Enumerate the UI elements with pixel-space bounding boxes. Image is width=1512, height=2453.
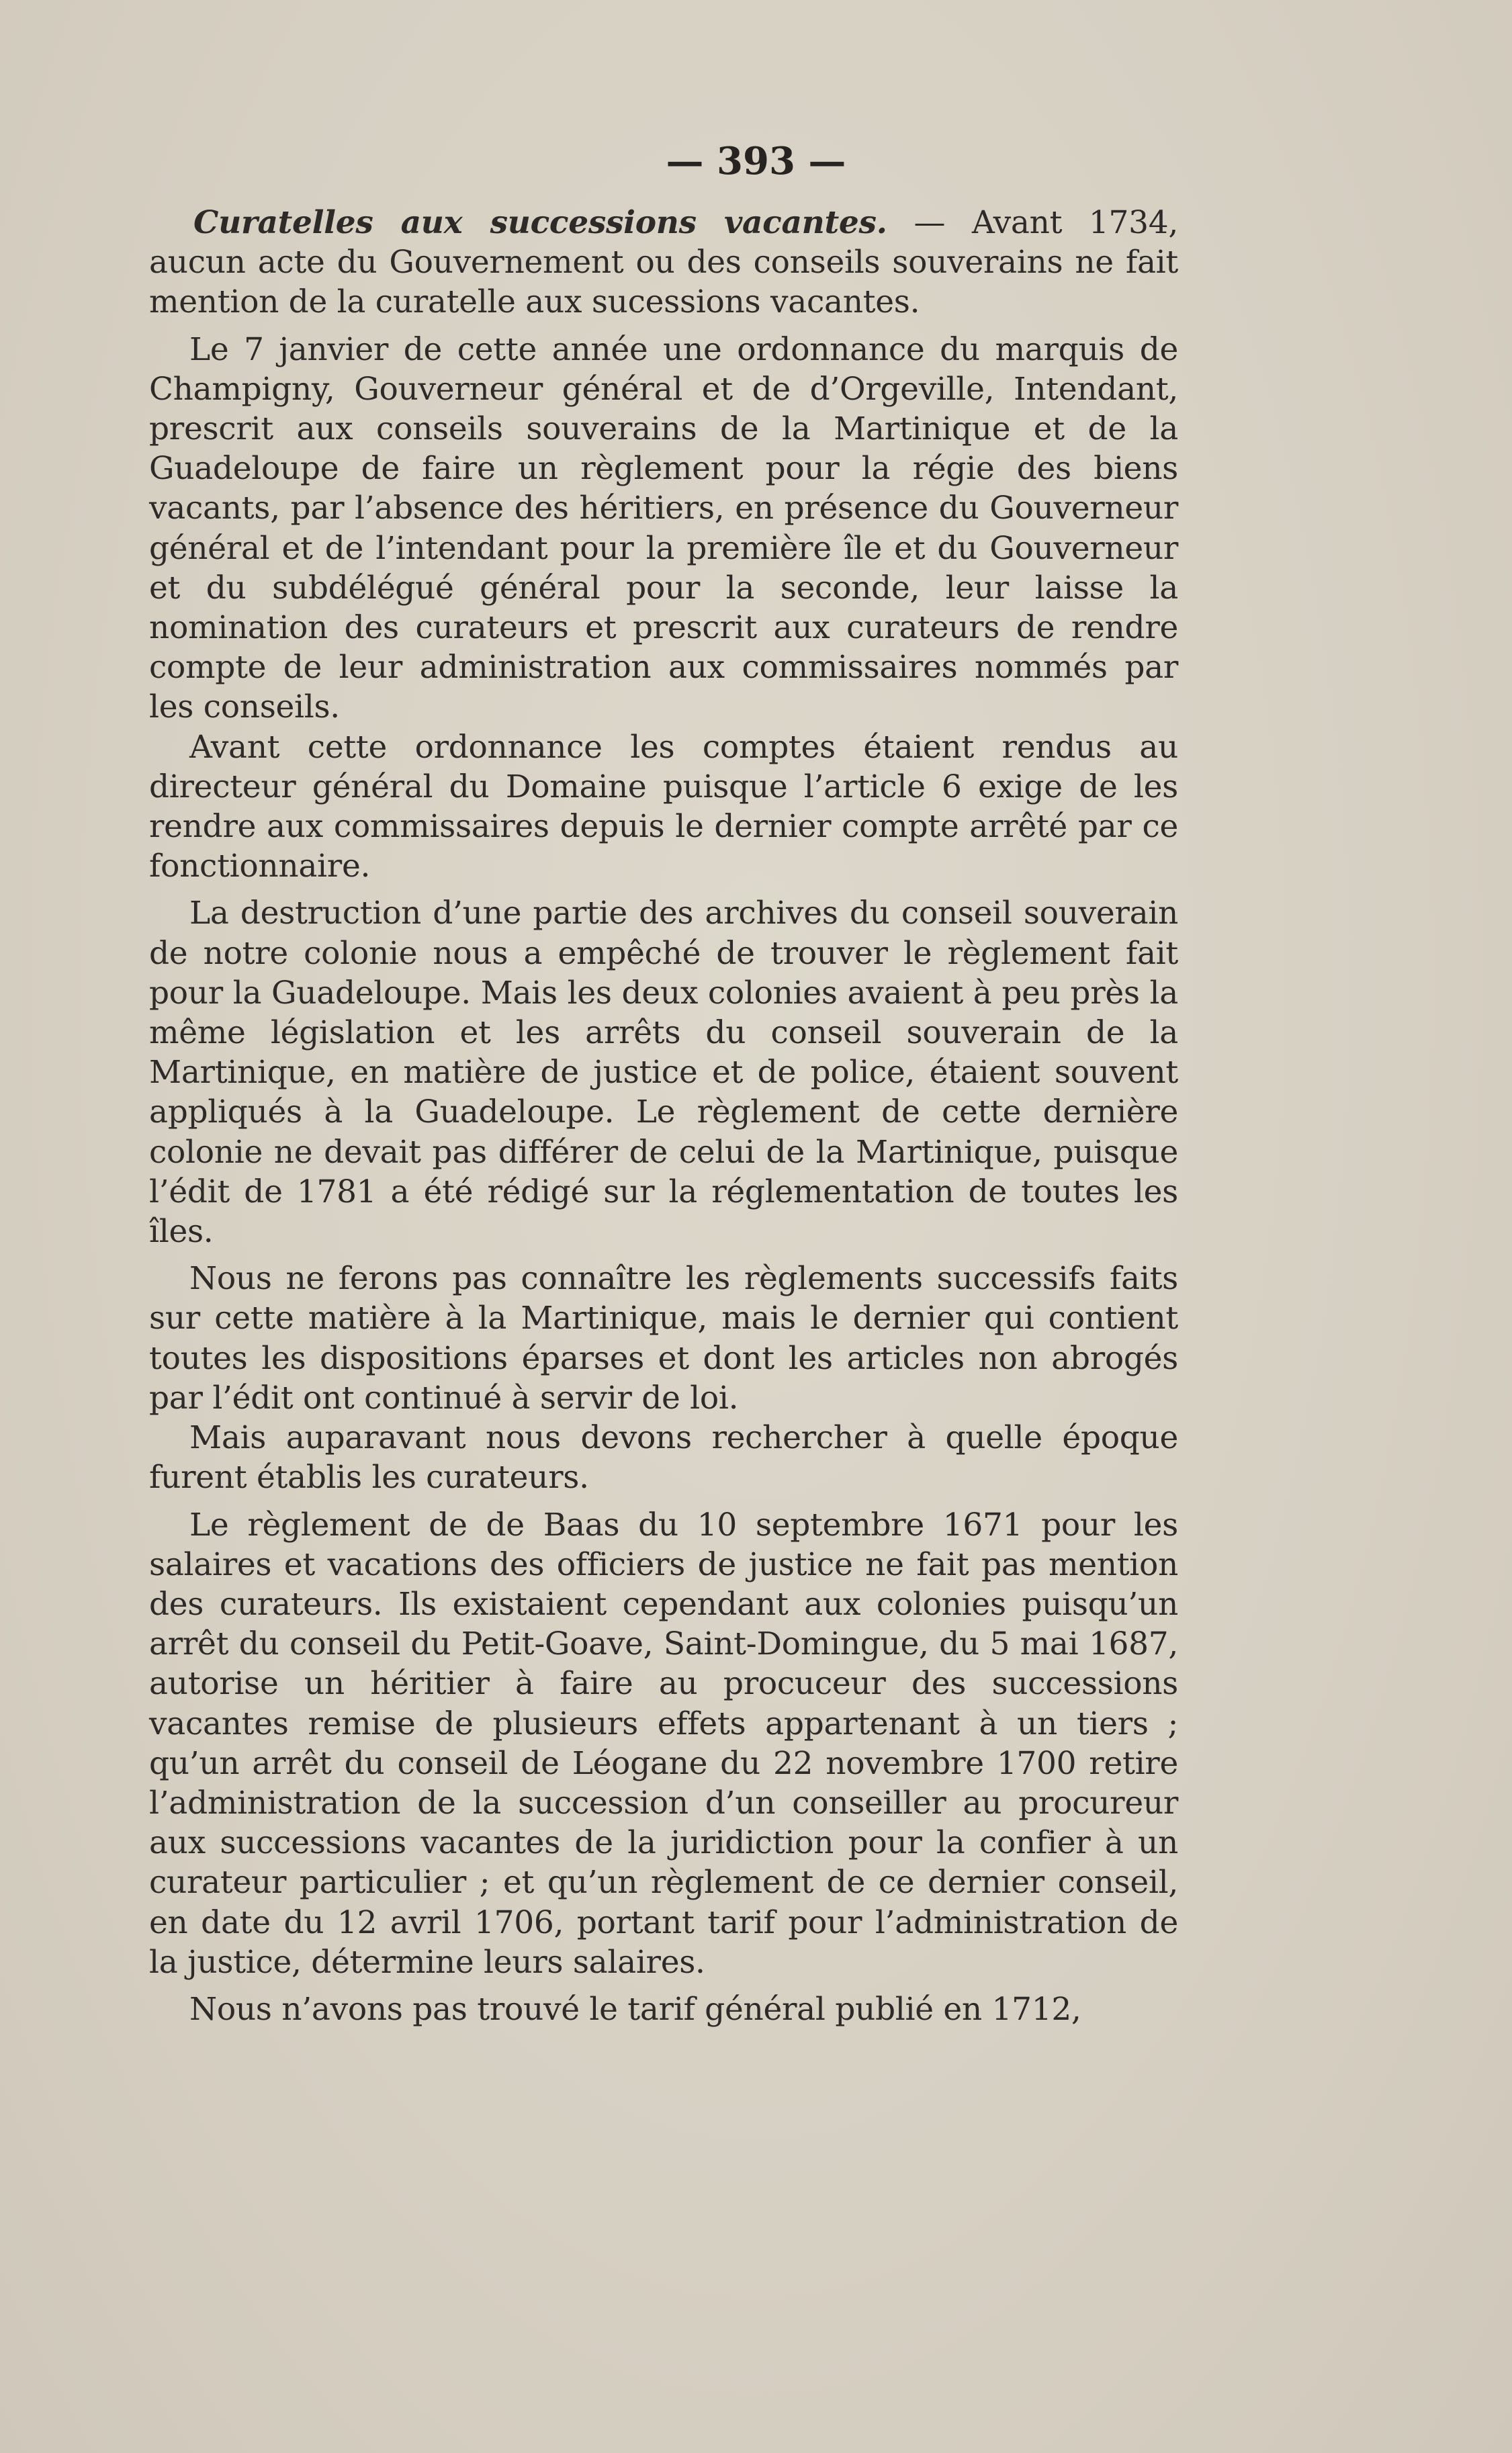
page-number: — 393 — — [666, 139, 846, 183]
section-intro: — Avant 1734, aucun acte du Gouvernement ou des conseils souverains ne fait mention de la curatelle aux sucessions vacantes. — [149, 204, 1178, 321]
paragraph-comptes: Avant cette ordonnance les comptes étaient rendus au directeur général du Domaine puisque l’article 6 exige de les rendre aux commissaires depuis le dernier compte arrêté par ce fonctionnaire. — [149, 728, 1178, 885]
paragraph-curateurs-epoque: Mais auparavant nous devons rechercher à quelle époque furent établis les curateurs. — [149, 1419, 1178, 1497]
section-title: Curatelles aux successions vacantes. — [193, 204, 887, 241]
section-heading-paragraph — [149, 203, 1178, 322]
paragraph-ordonnance-1734: Le 7 janvier de cette année une ordonnance du marquis de Champigny, Gouverneur général et de d’Orgeville, Intendant, prescrit aux conseils souverains de la Martinique et de la Guadeloupe de faire un règlement pour la régie des biens vacants, par l’absence des héritiers, en présence du Gouverneur général et de l’intendant pour la première île et du Gouverneur et du subdélégué général pour la seconde, leur laisse la nomination des curateurs et prescrit aux curateurs de rendre compte de leur administration aux commissaires nommés par les conseils. — [149, 330, 1178, 726]
paragraph-reglements-successifs: Nous ne ferons pas connaître les règlements successifs faits sur cette matière à la Martinique, mais le dernier qui contient toutes les dispositions éparses et dont les articles non abrogés par l’édit ont continué à servir de loi. — [149, 1260, 1178, 1417]
paragraph-destruction-archives: La destruction d’une partie des archives du conseil souverain de notre colonie nous a empêché de trouver le règlement fait pour la Guadeloupe. Mais les deux colonies avaient à peu près la même législation et les arrêts du conseil souverain de la Martinique, en matière de justice et de police, étaient souvent appliqués à la Guadeloupe. Le règlement de cette dernière colonie ne devait pas différer de celui de la Martinique, puisque l’édit de 1781 a été rédigé sur la réglementation de toutes les îles. — [149, 895, 1178, 1251]
paragraph-reglement-de-baas: Le règlement de de Baas du 10 septembre 1671 pour les salaires et vacations des officiers de justice ne fait pas mention des curateurs. Ils existaient cependant aux colonies puisqu’un arrêt du conseil du Petit-Goave, Saint-Domingue, du 5 mai 1687, autorise un héritier à faire au procuceur des successions vacantes remise de plusieurs effets appartenant à un tiers ; qu’un arrêt du conseil de Léogane du 22 novembre 1700 retire l’administration de la succession d’un conseiller au procureur aux successions vacantes de la juridiction pour la confier à un curateur particulier ; et qu’un règlement de ce dernier conseil, en date du 12 avril 1706, portant tarif pour l’administration de la justice, détermine leurs salaires. — [149, 1506, 1178, 1981]
body-text — [149, 203, 1178, 2029]
paragraph-tarif-general: Nous n’avons pas trouvé le tarif général publié en 1712, — [189, 1990, 1081, 2028]
